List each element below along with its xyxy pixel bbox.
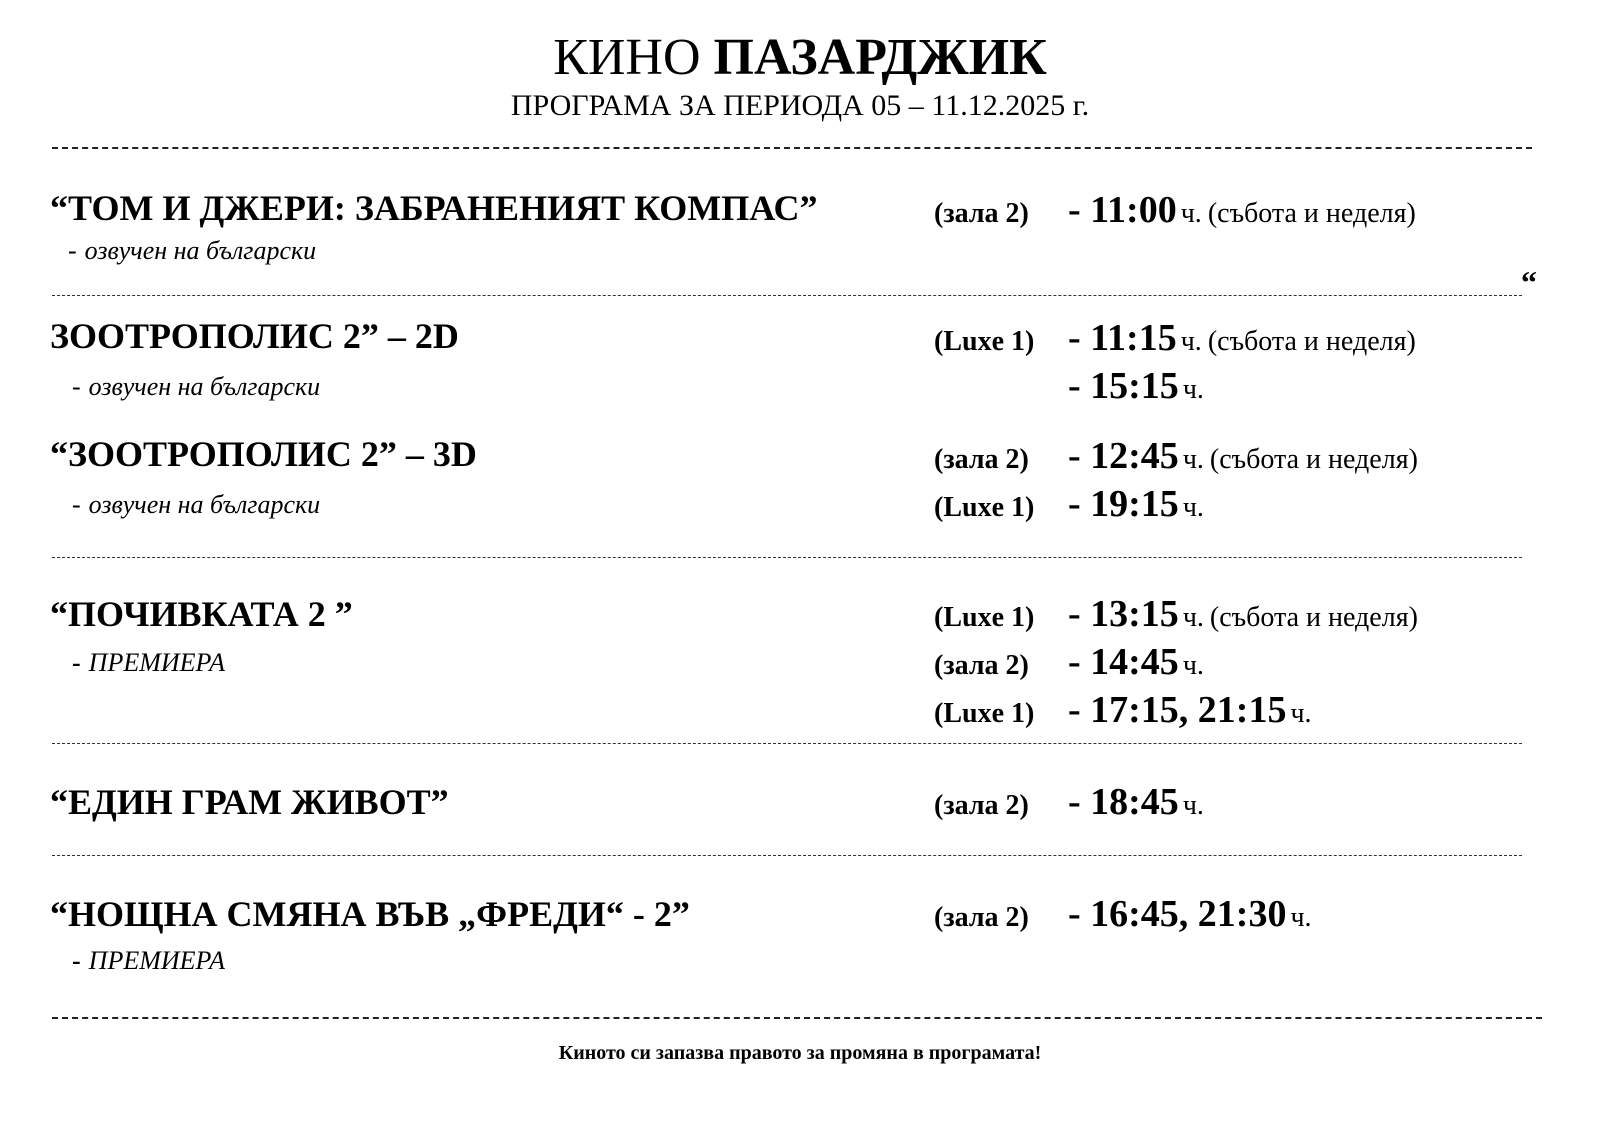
time-unit: ч. bbox=[1180, 326, 1202, 357]
time-unit: ч. bbox=[1182, 492, 1204, 523]
title-city: ПАЗАРДЖИК bbox=[713, 29, 1047, 86]
time-unit: ч. bbox=[1180, 198, 1202, 229]
stray-quote-mark: “ bbox=[1521, 264, 1537, 300]
days-note: (събота и неделя) bbox=[1209, 444, 1418, 475]
hall-label: (зала 2) bbox=[934, 198, 1029, 229]
showtime: - 15:15 bbox=[1068, 365, 1179, 407]
showtime-row bbox=[934, 484, 1204, 528]
showtime-row bbox=[934, 690, 1312, 734]
showtime: - 11:15 bbox=[1068, 317, 1177, 359]
hall-label: (Luxe 1) bbox=[934, 492, 1035, 523]
movie-title: “ЕДИН ГРАМ ЖИВОТ” bbox=[50, 782, 449, 822]
divider bbox=[52, 295, 1522, 296]
hall-label: (зала 2) bbox=[934, 790, 1029, 821]
showtime-row bbox=[934, 366, 1204, 410]
hall-label: (Luxe 1) bbox=[934, 602, 1035, 633]
note-dash: - bbox=[72, 372, 81, 401]
movie-note bbox=[68, 236, 316, 266]
hall-label: (Luxe 1) bbox=[934, 326, 1035, 357]
hall-label: (зала 2) bbox=[934, 650, 1029, 681]
showtime-row bbox=[934, 436, 1418, 480]
note-text: озвучен на български bbox=[88, 372, 321, 401]
divider bbox=[52, 557, 1522, 558]
movie-title: “ЗООТРОПОЛИС 2” – 3D bbox=[50, 434, 477, 474]
showtime: - 18:45 bbox=[1068, 781, 1179, 823]
showtime-row bbox=[934, 894, 1312, 938]
note-dash: - bbox=[68, 236, 77, 265]
movie-title: “НОЩНА СМЯНА ВЪВ „ФРЕДИ“ - 2” bbox=[50, 894, 690, 934]
time-unit: ч. bbox=[1182, 444, 1204, 475]
note-dash: - bbox=[72, 946, 81, 975]
title-prefix: КИНО bbox=[553, 29, 701, 86]
showtime: - 16:45, 21:30 bbox=[1068, 893, 1287, 935]
time-unit: ч. bbox=[1182, 650, 1204, 681]
hall-label: (зала 2) bbox=[934, 902, 1029, 933]
divider bbox=[52, 855, 1522, 856]
showtime: - 19:15 bbox=[1068, 483, 1179, 525]
movie-note bbox=[72, 946, 225, 976]
note-text: озвучен на български bbox=[84, 236, 317, 265]
divider bbox=[52, 1017, 1542, 1019]
movie-note bbox=[72, 648, 225, 678]
showtime-row bbox=[934, 318, 1416, 362]
showtime-row bbox=[934, 190, 1416, 234]
note-dash: - bbox=[72, 490, 81, 519]
showtime: - 12:45 bbox=[1068, 435, 1179, 477]
showtime: - 17:15, 21:15 bbox=[1068, 689, 1287, 731]
time-unit: ч. bbox=[1290, 902, 1312, 933]
days-note: (събота и неделя) bbox=[1207, 326, 1416, 357]
movie-note bbox=[72, 372, 320, 402]
movie-note bbox=[72, 490, 320, 520]
showtime-row bbox=[934, 782, 1204, 826]
program-period: ПРОГРАМА ЗА ПЕРИОДА 05 – 11.12.2025 г. bbox=[510, 89, 1090, 122]
movie-title: “ТОМ И ДЖЕРИ: ЗАБРАНЕНИЯТ КОМПАС” bbox=[50, 188, 818, 228]
divider bbox=[52, 147, 1532, 149]
time-unit: ч. bbox=[1182, 602, 1204, 633]
page-title bbox=[0, 28, 1600, 88]
time-unit: ч. bbox=[1182, 374, 1204, 405]
showtime: - 14:45 bbox=[1068, 641, 1179, 683]
days-note: (събота и неделя) bbox=[1209, 602, 1418, 633]
showtime: - 13:15 bbox=[1068, 593, 1179, 635]
note-text: ПРЕМИЕРА bbox=[88, 946, 226, 975]
days-note: (събота и неделя) bbox=[1207, 198, 1416, 229]
time-unit: ч. bbox=[1182, 790, 1204, 821]
showtime: - 11:00 bbox=[1068, 189, 1177, 231]
movie-title: “ПОЧИВКАТА 2 ” bbox=[50, 594, 353, 634]
showtime-row bbox=[934, 642, 1204, 686]
note-dash: - bbox=[72, 648, 81, 677]
note-text: ПРЕМИЕРА bbox=[88, 648, 226, 677]
movie-title: ЗООТРОПОЛИС 2” – 2D bbox=[50, 316, 459, 356]
hall-label: (Luxe 1) bbox=[934, 698, 1035, 729]
showtime-row bbox=[934, 594, 1418, 638]
note-text: озвучен на български bbox=[88, 490, 321, 519]
time-unit: ч. bbox=[1290, 698, 1312, 729]
divider bbox=[52, 743, 1522, 744]
hall-label: (зала 2) bbox=[934, 444, 1029, 475]
footer-disclaimer: Киното си запазва правото за промяна в програмата! bbox=[558, 1042, 1042, 1064]
